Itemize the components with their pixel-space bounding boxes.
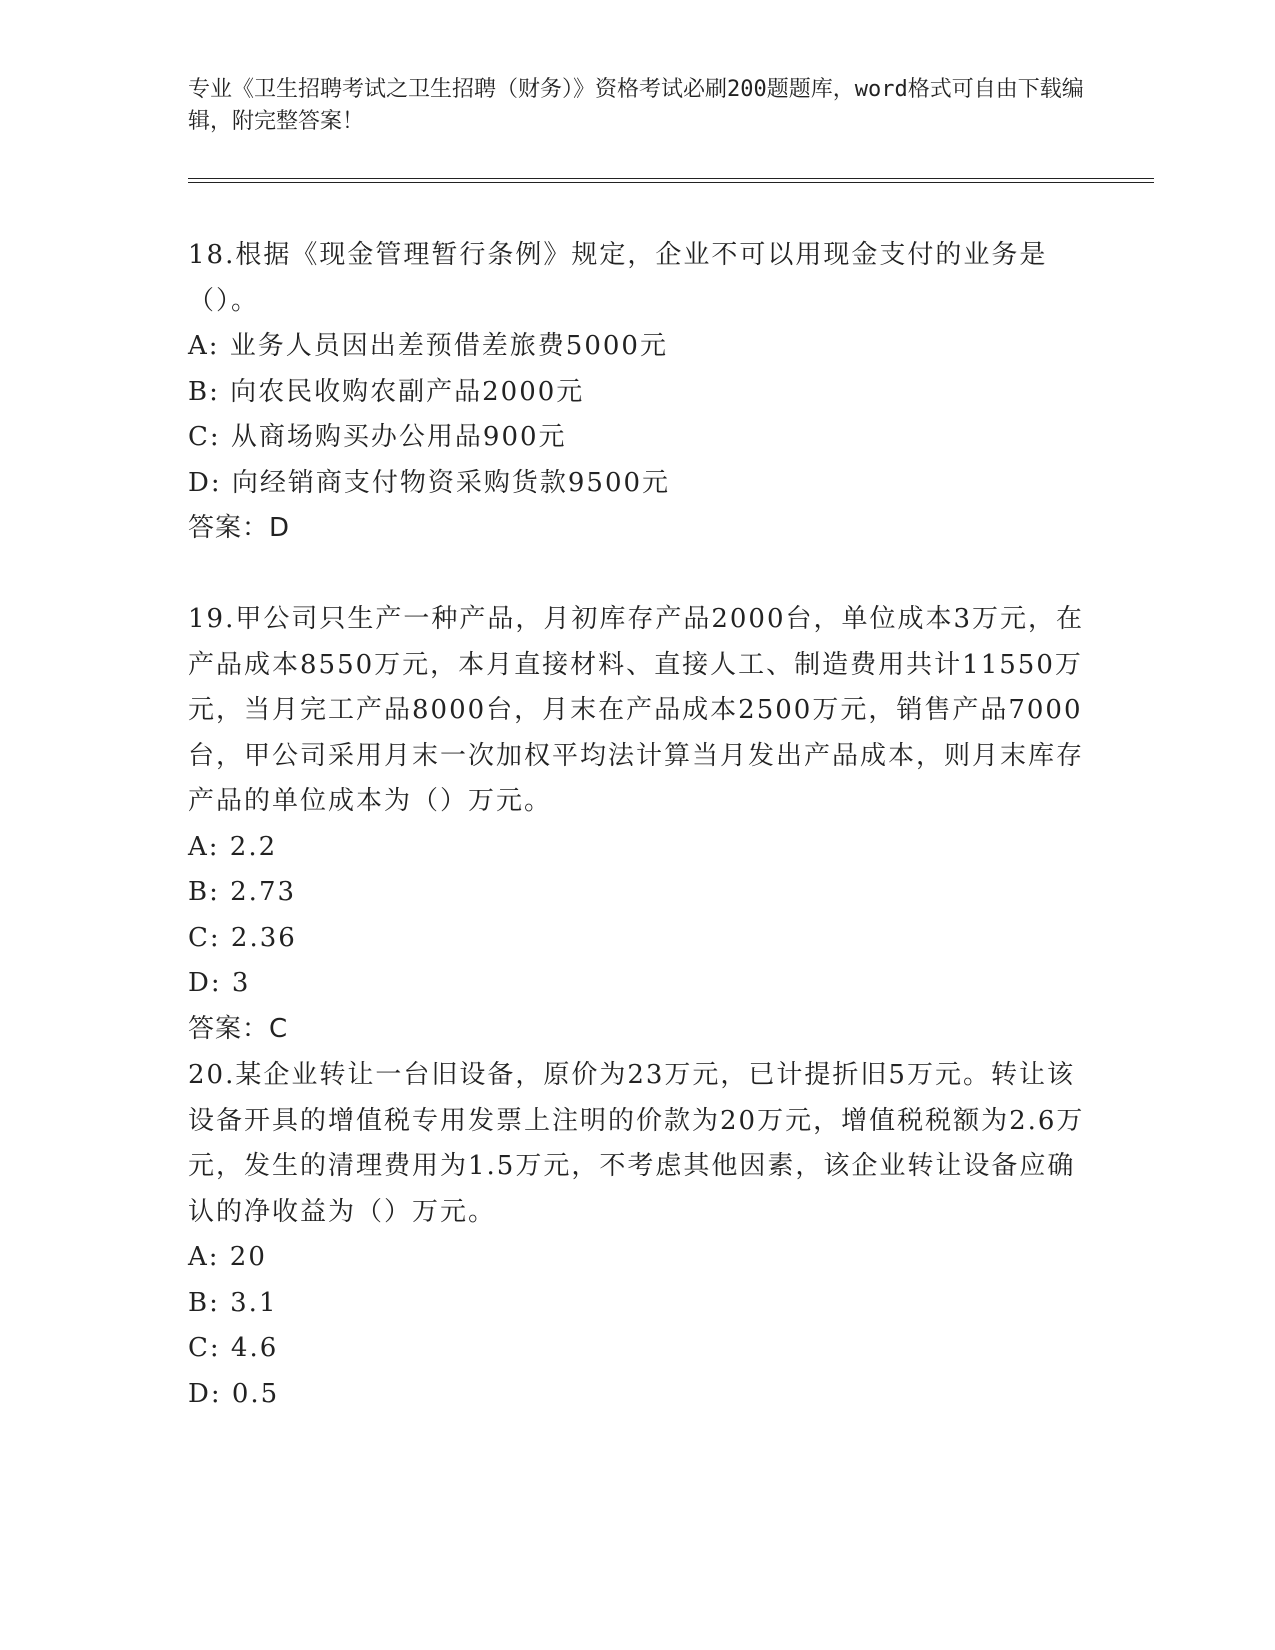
- option-b: B: 2.73: [188, 877, 297, 907]
- option-c: C: 4.6: [188, 1333, 279, 1363]
- option-d: D: 0.5: [188, 1378, 280, 1409]
- question-stem: 20.某企业转让一台旧设备，原价为23万元，已计提折旧5万元。转让该设备开具的增值税专用发票上注明的价款为20万元，增值税税额为2.6万元，发生的清理费用为1.5万元，不考虑其他因素，该企业转让设备应确认的净收益为（）万元。: [188, 1060, 1085, 1227]
- option-a: A: 20: [188, 1242, 267, 1272]
- options-list: [188, 1235, 1088, 1417]
- question-19: [188, 597, 1088, 1052]
- options-list: [188, 324, 1088, 506]
- option-b: B: 向农民收购农副产品2000元: [188, 376, 585, 407]
- question-18: [188, 233, 1088, 552]
- option-a: A: 业务人员因出差预借差旅费5000元: [188, 331, 668, 361]
- options-list: [188, 825, 1088, 1007]
- option-c: C: 2.36: [188, 922, 297, 953]
- option-d: D: 3: [188, 968, 251, 998]
- option-c: C: 从商场购买办公用品900元: [188, 422, 567, 452]
- question-stem: 19.甲公司只生产一种产品，月初库存产品2000台，单位成本3万元，在产品成本8550万元，本月直接材料、直接人工、制造费用共计11550万元，当月完工产品8000台，月末在产品成本2500万元，销售产品7000台，甲公司采用月末一次加权平均法计算当月发出产品成本，则月末库存产品的单位成本为（）万元。: [188, 604, 1085, 816]
- option-b: B: 3.1: [188, 1287, 278, 1318]
- answer: 答案：D: [188, 513, 291, 543]
- question-20: [188, 1053, 1088, 1417]
- answer: 答案：C: [188, 1013, 289, 1044]
- option-a: A: 2.2: [188, 831, 278, 862]
- question-stem: 18.根据《现金管理暂行条例》规定，企业不可以用现金支付的业务是（）。: [188, 240, 1048, 316]
- header-divider: [188, 178, 1154, 183]
- document-header: 专业《卫生招聘考试之卫生招聘（财务）》资格考试必刷200题题库，word格式可自由下载编辑，附完整答案！: [188, 77, 1084, 134]
- option-d: D: 向经销商支付物资采购货款9500元: [188, 467, 671, 498]
